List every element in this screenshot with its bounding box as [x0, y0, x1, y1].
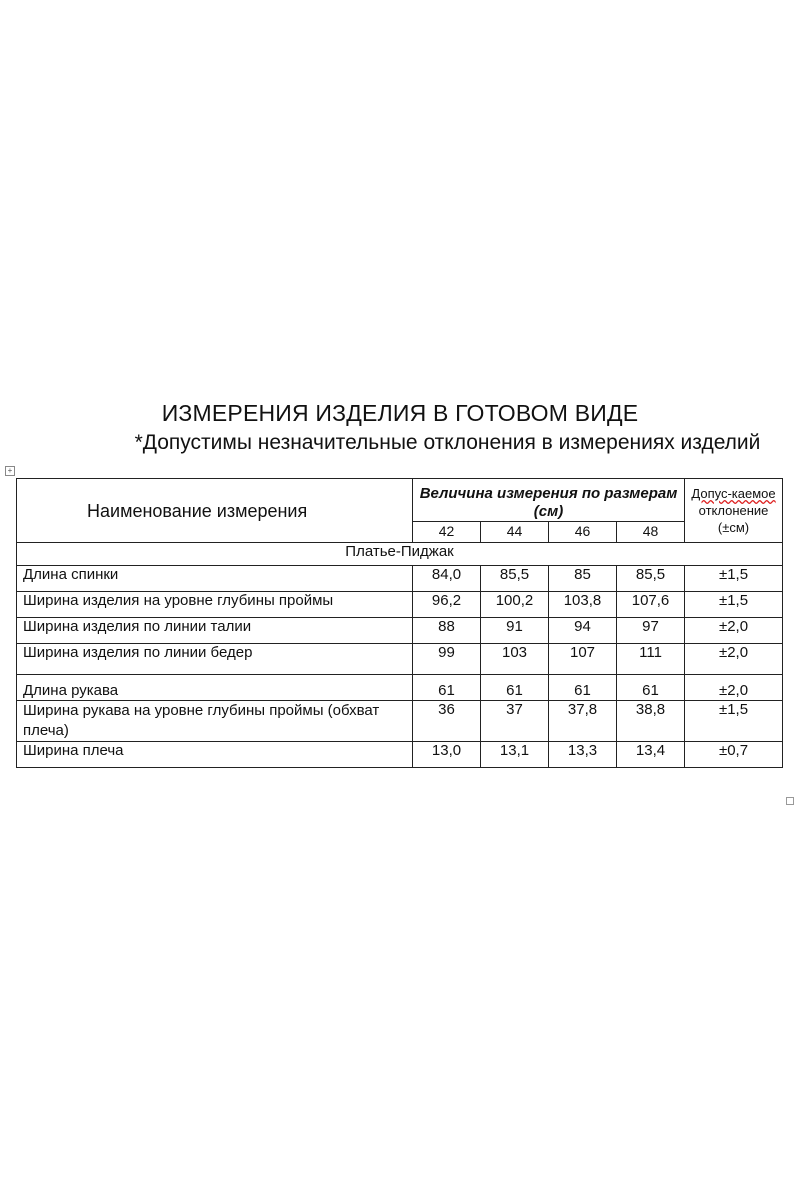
value-cell: 36 [413, 701, 481, 742]
value-cell: 13,1 [481, 742, 549, 768]
tolerance-cell: ±2,0 [685, 675, 783, 701]
value-cell: 97 [617, 618, 685, 644]
value-cell: 85,5 [617, 566, 685, 592]
value-cell: 111 [617, 644, 685, 675]
table-row [17, 701, 783, 742]
value-cell: 61 [549, 675, 617, 701]
tolerance-cell: ±0,7 [685, 742, 783, 768]
value-cell: 96,2 [413, 592, 481, 618]
value-cell: 61 [481, 675, 549, 701]
page-subtitle: *Допустимы незначительные отклонения в измерениях изделий [134, 431, 761, 454]
value-cell: 13,4 [617, 742, 685, 768]
size-header-cell: 46 [549, 522, 617, 543]
table-move-handle-icon[interactable]: + [5, 466, 15, 476]
name-column-header: Наименование измерения [17, 479, 413, 543]
table-row [17, 644, 783, 675]
tolerance-cell: ±1,5 [685, 566, 783, 592]
table-row [17, 675, 783, 701]
size-header-cell: 48 [617, 522, 685, 543]
measurement-name: Длина спинки [17, 566, 413, 592]
measurements-table [16, 478, 783, 768]
tolerance-header-mid: отклонение [698, 503, 769, 518]
value-cell: 103,8 [549, 592, 617, 618]
value-cell: 100,2 [481, 592, 549, 618]
tolerance-cell: ±2,0 [685, 644, 783, 675]
size-header-cell: 42 [413, 522, 481, 543]
measurement-name: Ширина плеча [17, 742, 413, 768]
value-cell: 88 [413, 618, 481, 644]
value-cell: 85,5 [481, 566, 549, 592]
value-cell: 91 [481, 618, 549, 644]
value-cell: 37 [481, 701, 549, 742]
measurement-name: Ширина изделия по линии талии [17, 618, 413, 644]
table-resize-handle[interactable] [786, 797, 794, 805]
value-cell: 103 [481, 644, 549, 675]
tolerance-cell: ±1,5 [685, 701, 783, 742]
size-header-cell: 44 [481, 522, 549, 543]
tolerance-column-header [685, 479, 783, 543]
value-cell: 13,3 [549, 742, 617, 768]
table-row [17, 618, 783, 644]
measurement-name: Ширина изделия на уровне глубины проймы [17, 592, 413, 618]
value-cell: 107 [549, 644, 617, 675]
page-title: ИЗМЕРЕНИЯ ИЗДЕЛИЯ В ГОТОВОМ ВИДЕ [161, 400, 639, 426]
measurement-name: Ширина рукава на уровне глубины проймы (обхват плеча) [17, 701, 413, 742]
value-cell: 38,8 [617, 701, 685, 742]
tolerance-cell: ±2,0 [685, 618, 783, 644]
section-row: Платье-Пиджак [17, 543, 783, 566]
size-column-header: Величина измерения по размерам (см) [413, 479, 685, 522]
table-row [17, 566, 783, 592]
table-row [17, 592, 783, 618]
tolerance-cell: ±1,5 [685, 592, 783, 618]
tolerance-header-prefix: Допус-каемое [691, 486, 776, 501]
value-cell: 37,8 [549, 701, 617, 742]
value-cell: 99 [413, 644, 481, 675]
value-cell: 85 [549, 566, 617, 592]
value-cell: 13,0 [413, 742, 481, 768]
table-row [17, 742, 783, 768]
measurement-name: Ширина изделия по линии бедер [17, 644, 413, 675]
value-cell: 61 [617, 675, 685, 701]
value-cell: 61 [413, 675, 481, 701]
measurement-name: Длина рукава [17, 675, 413, 701]
value-cell: 94 [549, 618, 617, 644]
value-cell: 107,6 [617, 592, 685, 618]
tolerance-header-unit: (±см) [717, 520, 750, 535]
value-cell: 84,0 [413, 566, 481, 592]
